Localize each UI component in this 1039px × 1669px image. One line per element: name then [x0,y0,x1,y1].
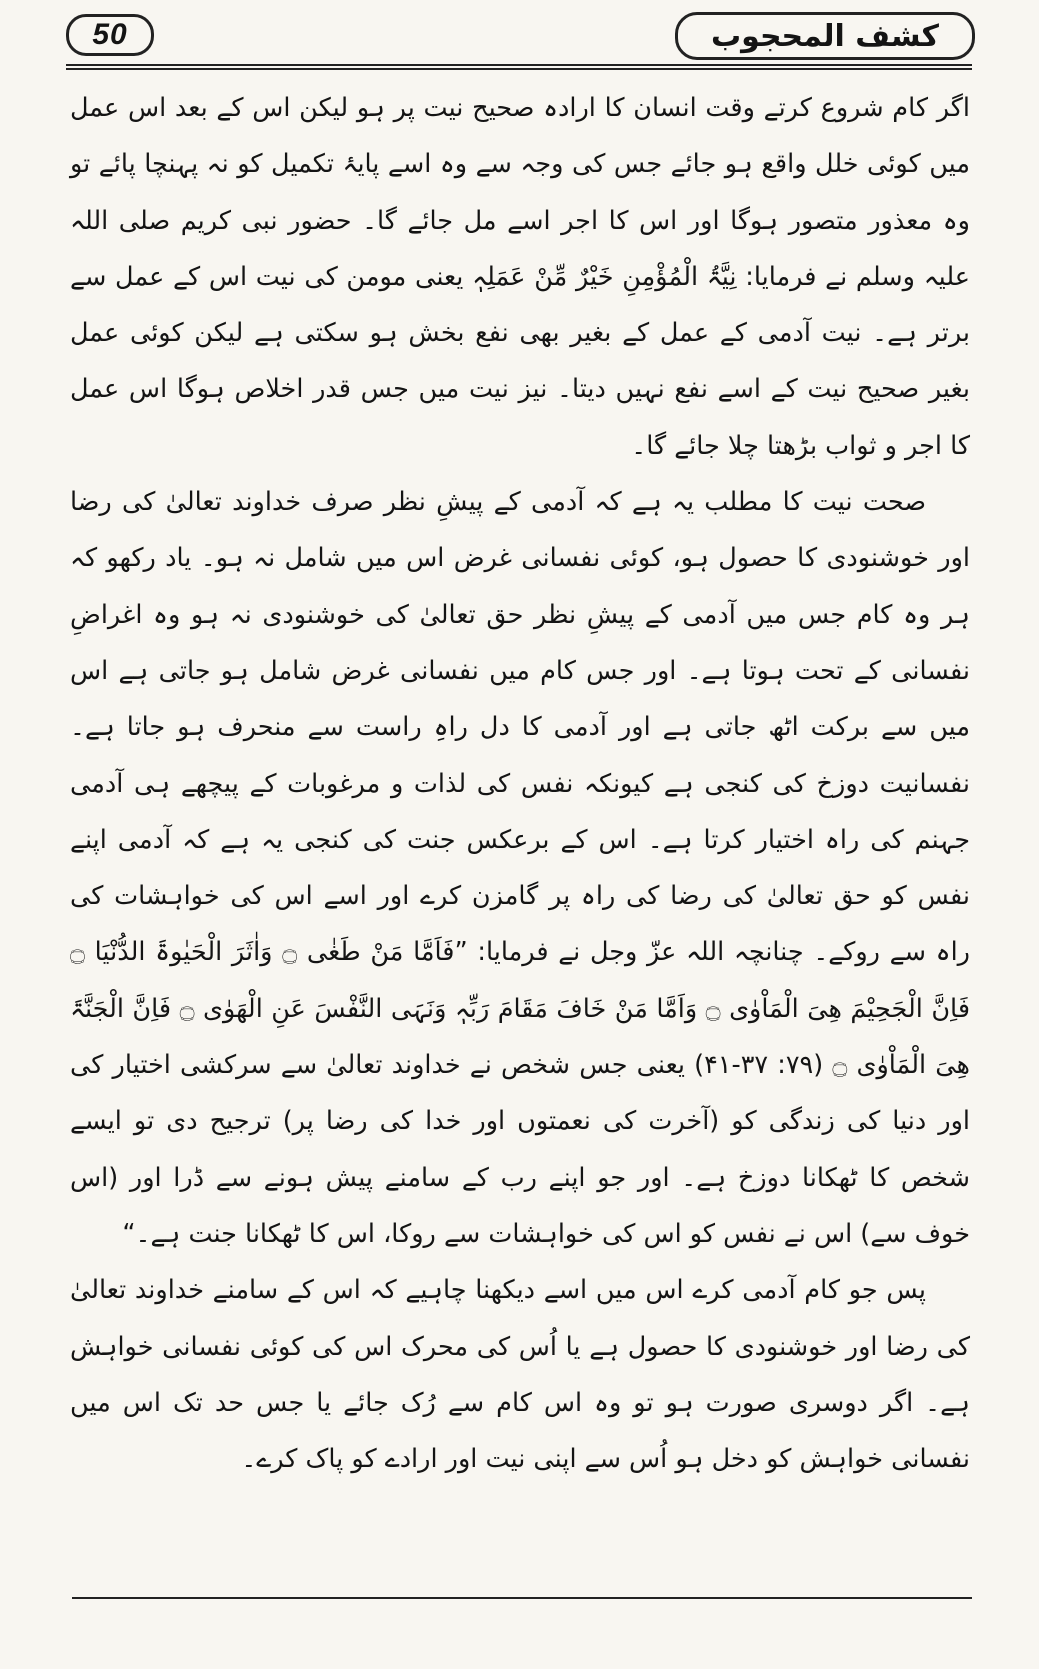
paragraph-3: پس جو کام آدمی کرے اس میں اسے دیکھنا چاہیے کہ اس کے سامنے خداوند تعالیٰ کی رضا اور خوشنودی کا حصول ہے یا اُس کی محرک اس کی کوئی نفسانی خواہش ہے۔ اگر دوسری صورت ہو تو وہ اس کام سے رُک جائے یا جس حد تک اس میں نفسانی خواہش کو دخل ہو اُس سے اپنی نیت اور ارادے کو پاک کرے۔ [70,1275,970,1475]
footer-divider [72,1597,972,1599]
page-number-badge [66,14,154,56]
book-title-badge [675,12,975,60]
page-number: 50 [92,18,128,51]
paragraph-1: اگر کام شروع کرتے وقت انسان کا ارادہ صحیح نیت پر ہو لیکن اس کے بعد اس عمل میں کوئی خلل واقع ہو جائے جس کی وجہ سے وہ اسے پایۂ تکمیل کو نہ پہنچا پائے تو وہ معذور متصور ہوگا اور اس کا اجر اسے مل جائے گا۔ حضور نبی کریم صلی اللہ علیہ وسلم نے فرمایا: نِيَّۃُ الْمُؤْمِنِ خَيْرٌ مِّنْ عَمَلِہٖ یعنی مومن کی نیت اس کے عمل سے برتر ہے۔ نیت آدمی کے عمل کے بغیر بھی نفع بخش ہو سکتی ہے لیکن کوئی عمل بغیر صحیح نیت کے اسے نفع نہیں دیتا۔ نیز نیت میں جس قدر اخلاص ہوگا اس عمل کا اجر و ثواب بڑھتا چلا جائے گا۔ [70,93,970,461]
paragraph-2: صحت نیت کا مطلب یہ ہے کہ آدمی کے پیشِ نظر صرف خداوند تعالیٰ کی رضا اور خوشنودی کا حصول ہو، کوئی نفسانی غرض اس میں شامل نہ ہو۔ یاد رکھو کہ ہر وہ کام جس میں آدمی کے پیشِ نظر حق تعالیٰ کی خوشنودی نہ ہو وہ اغراضِ نفسانی کے تحت ہوتا ہے۔ اور جس کام میں نفسانی غرض شامل ہو جاتی ہے اس میں سے برکت اٹھ جاتی ہے اور آدمی کا دل راہِ راست سے منحرف ہو جاتا ہے۔ نفسانیت دوزخ کی کنجی ہے کیونکہ نفس کی لذات و مرغوبات کے پیچھے ہی آدمی جہنم کی راہ اختیار کرتا ہے۔ اس کے برعکس جنت کی کنجی یہ ہے کہ آدمی اپنے نفس کو حق تعالیٰ کی رضا کی راہ پر گامزن کرے اور اسے اس کی خواہشات کی راہ سے روکے۔ چنانچہ اللہ عزّ وجل نے فرمایا: ”فَاَمَّا مَنْ طَغٰی ۝ وَاٰثَرَ الْحَیٰوۃَ الدُّنْیَا ۝ فَاِنَّ الْجَحِیْمَ ھِیَ الْمَاْوٰی ۝ وَاَمَّا مَنْ خَافَ مَقَامَ رَبِّہٖ وَنَہَی النَّفْسَ عَنِ الْھَوٰی ۝ فَاِنَّ الْجَنَّۃَ ھِیَ الْمَاْوٰی ۝ (۷۹: ۳۷-۴۱) یعنی جس شخص نے خداوند تعالیٰ سے سرکشی اختیار کی اور دنیا کی زندگی کو (آخرت کی نعمتوں اور خدا کی رضا پر) ترجیح دی تو ایسے شخص کا ٹھکانا دوزخ ہے۔ اور جو اپنے رب کے سامنے پیش ہونے سے ڈرا اور (اس خوف سے) اس نے نفس کو اس کی خواہشات سے روکا، اس کا ٹھکانا جنت ہے۔“ [70,487,971,1249]
body-text [70,80,970,1487]
header-divider [66,64,972,70]
book-title: کشف المحجوب [710,18,939,54]
